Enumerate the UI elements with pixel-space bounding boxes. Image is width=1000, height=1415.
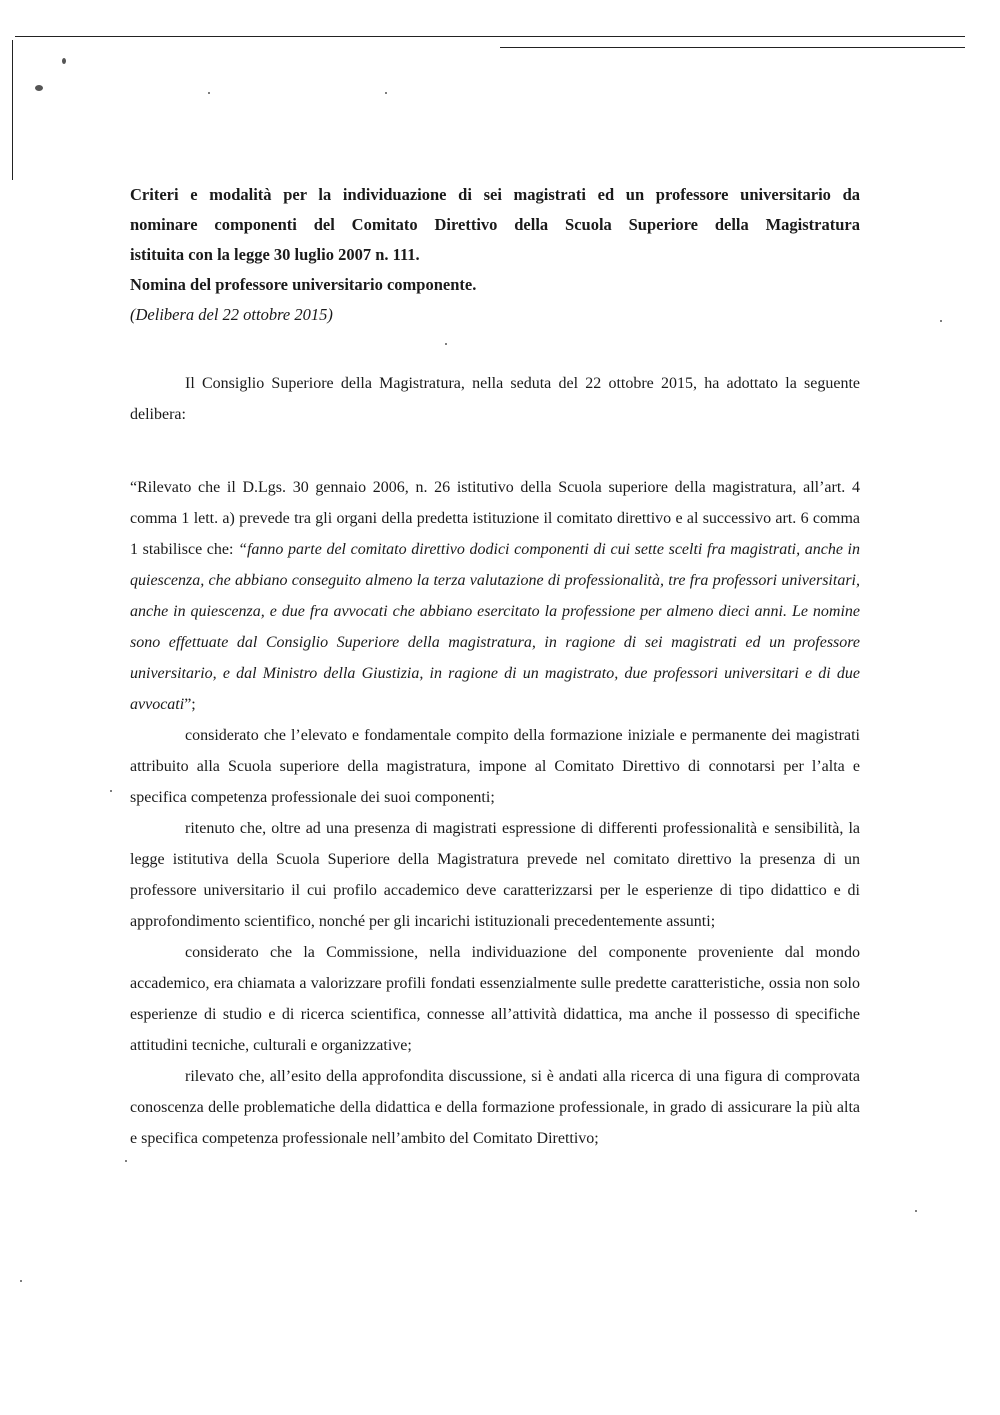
scan-speck: [208, 92, 210, 94]
document-title: [130, 180, 860, 300]
commissione-paragraph: considerato che la Commissione, nella individuazione del componente proveniente dal mondo accademico, era chiamata a valorizzare profili fondati essenzialmente sulle predette caratteristiche, ossia non solo esperienze di studio e di ricerca scientifica, connesse all’attività didattica, ma anche il possesso di specifiche attitudini tecniche, culturali e organizzative;: [130, 944, 860, 1054]
scan-speck: [62, 58, 66, 64]
ritenuto-paragraph: ritenuto che, oltre ad una presenza di magistrati espressione di differenti professionalità e sensibilità, la legge istitutiva della Scuola Superiore della Magistratura prevede nel comitato direttivo la presenza di un professore universitario il cui profilo accademico deve caratterizzarsi per le esperienze di tipo didattico e di approfondimento scientifico, nonché per gli incarichi istituzionali precedentemente assunti;: [130, 820, 860, 930]
scan-border-top: [15, 36, 965, 37]
scan-speck: [915, 1210, 917, 1212]
scan-speck: [20, 1280, 22, 1282]
scan-speck: [35, 85, 43, 91]
document-body: [130, 180, 860, 1154]
title-line: nominare componenti del Comitato Direttivo della Scuola Superiore della Magistratura: [130, 215, 860, 234]
scan-speck: [385, 92, 387, 94]
scan-speck: [125, 1160, 127, 1162]
scan-border-left: [12, 40, 13, 180]
scan-speck: [110, 790, 112, 792]
rilevato-paragraph: [130, 472, 860, 720]
quote-end: ”;: [184, 696, 196, 713]
delibera-date: (Delibera del 22 ottobre 2015): [130, 305, 333, 324]
considerato-paragraph: considerato che l’elevato e fondamentale compito della formazione iniziale e permanente dei magistrati attribuito alla Scuola superiore della magistratura, impone al Comitato Direttivo di connotarsi per l’alta e specifica competenza professionale dei suoi componenti;: [130, 727, 860, 806]
law-quote: “fanno parte del comitato direttivo dodici componenti di cui sette scelti fra magistrati, anche in quiescenza, che abbiano conseguito almeno la terza valutazione di professionalità, tre fra professori universitari, anche in quiescenza, e due fra avvocati che abbiano esercitato la professione per almeno dieci anni. Le nomine sono effettuate dal Consiglio Superiore della magistratura, in ragione di sei magistrati ed un professore universitario, e dal Ministro della Giustizia, in ragione di un magistrato, due professori universitari e di due avvocati: [130, 541, 860, 713]
rilevato-ricerca-paragraph: rilevato che, all’esito della approfondita discussione, si è andati alla ricerca di una figura di comprovata conoscenza delle problematiche della didattica e della formazione professionale, in grado di assicurare la più alta e specifica competenza professionale nell’ambito del Comitato Direttivo;: [130, 1068, 860, 1147]
scan-border-top-right: [500, 47, 965, 48]
intro-paragraph: Il Consiglio Superiore della Magistratura, nella seduta del 22 ottobre 2015, ha adottato la seguente delibera:: [130, 375, 860, 423]
scan-speck: [940, 320, 942, 322]
title-line: Criteri e modalità per la individuazione di sei magistrati ed un professore universitario da: [130, 185, 860, 204]
title-line: istituita con la legge 30 luglio 2007 n. 111.: [130, 245, 420, 264]
title-line: Nomina del professore universitario componente.: [130, 275, 477, 294]
rilevato-text: “Rilevato che il D.Lgs. 30 gennaio 2006, n. 26 istitutivo della Scuola superiore della magistratura, all’art. 4 comma 1 lett. a) prevede tra gli organi della predetta istituzione il comitato direttivo e al successivo art. 6 comma 1 stabilisce che:: [130, 479, 860, 558]
